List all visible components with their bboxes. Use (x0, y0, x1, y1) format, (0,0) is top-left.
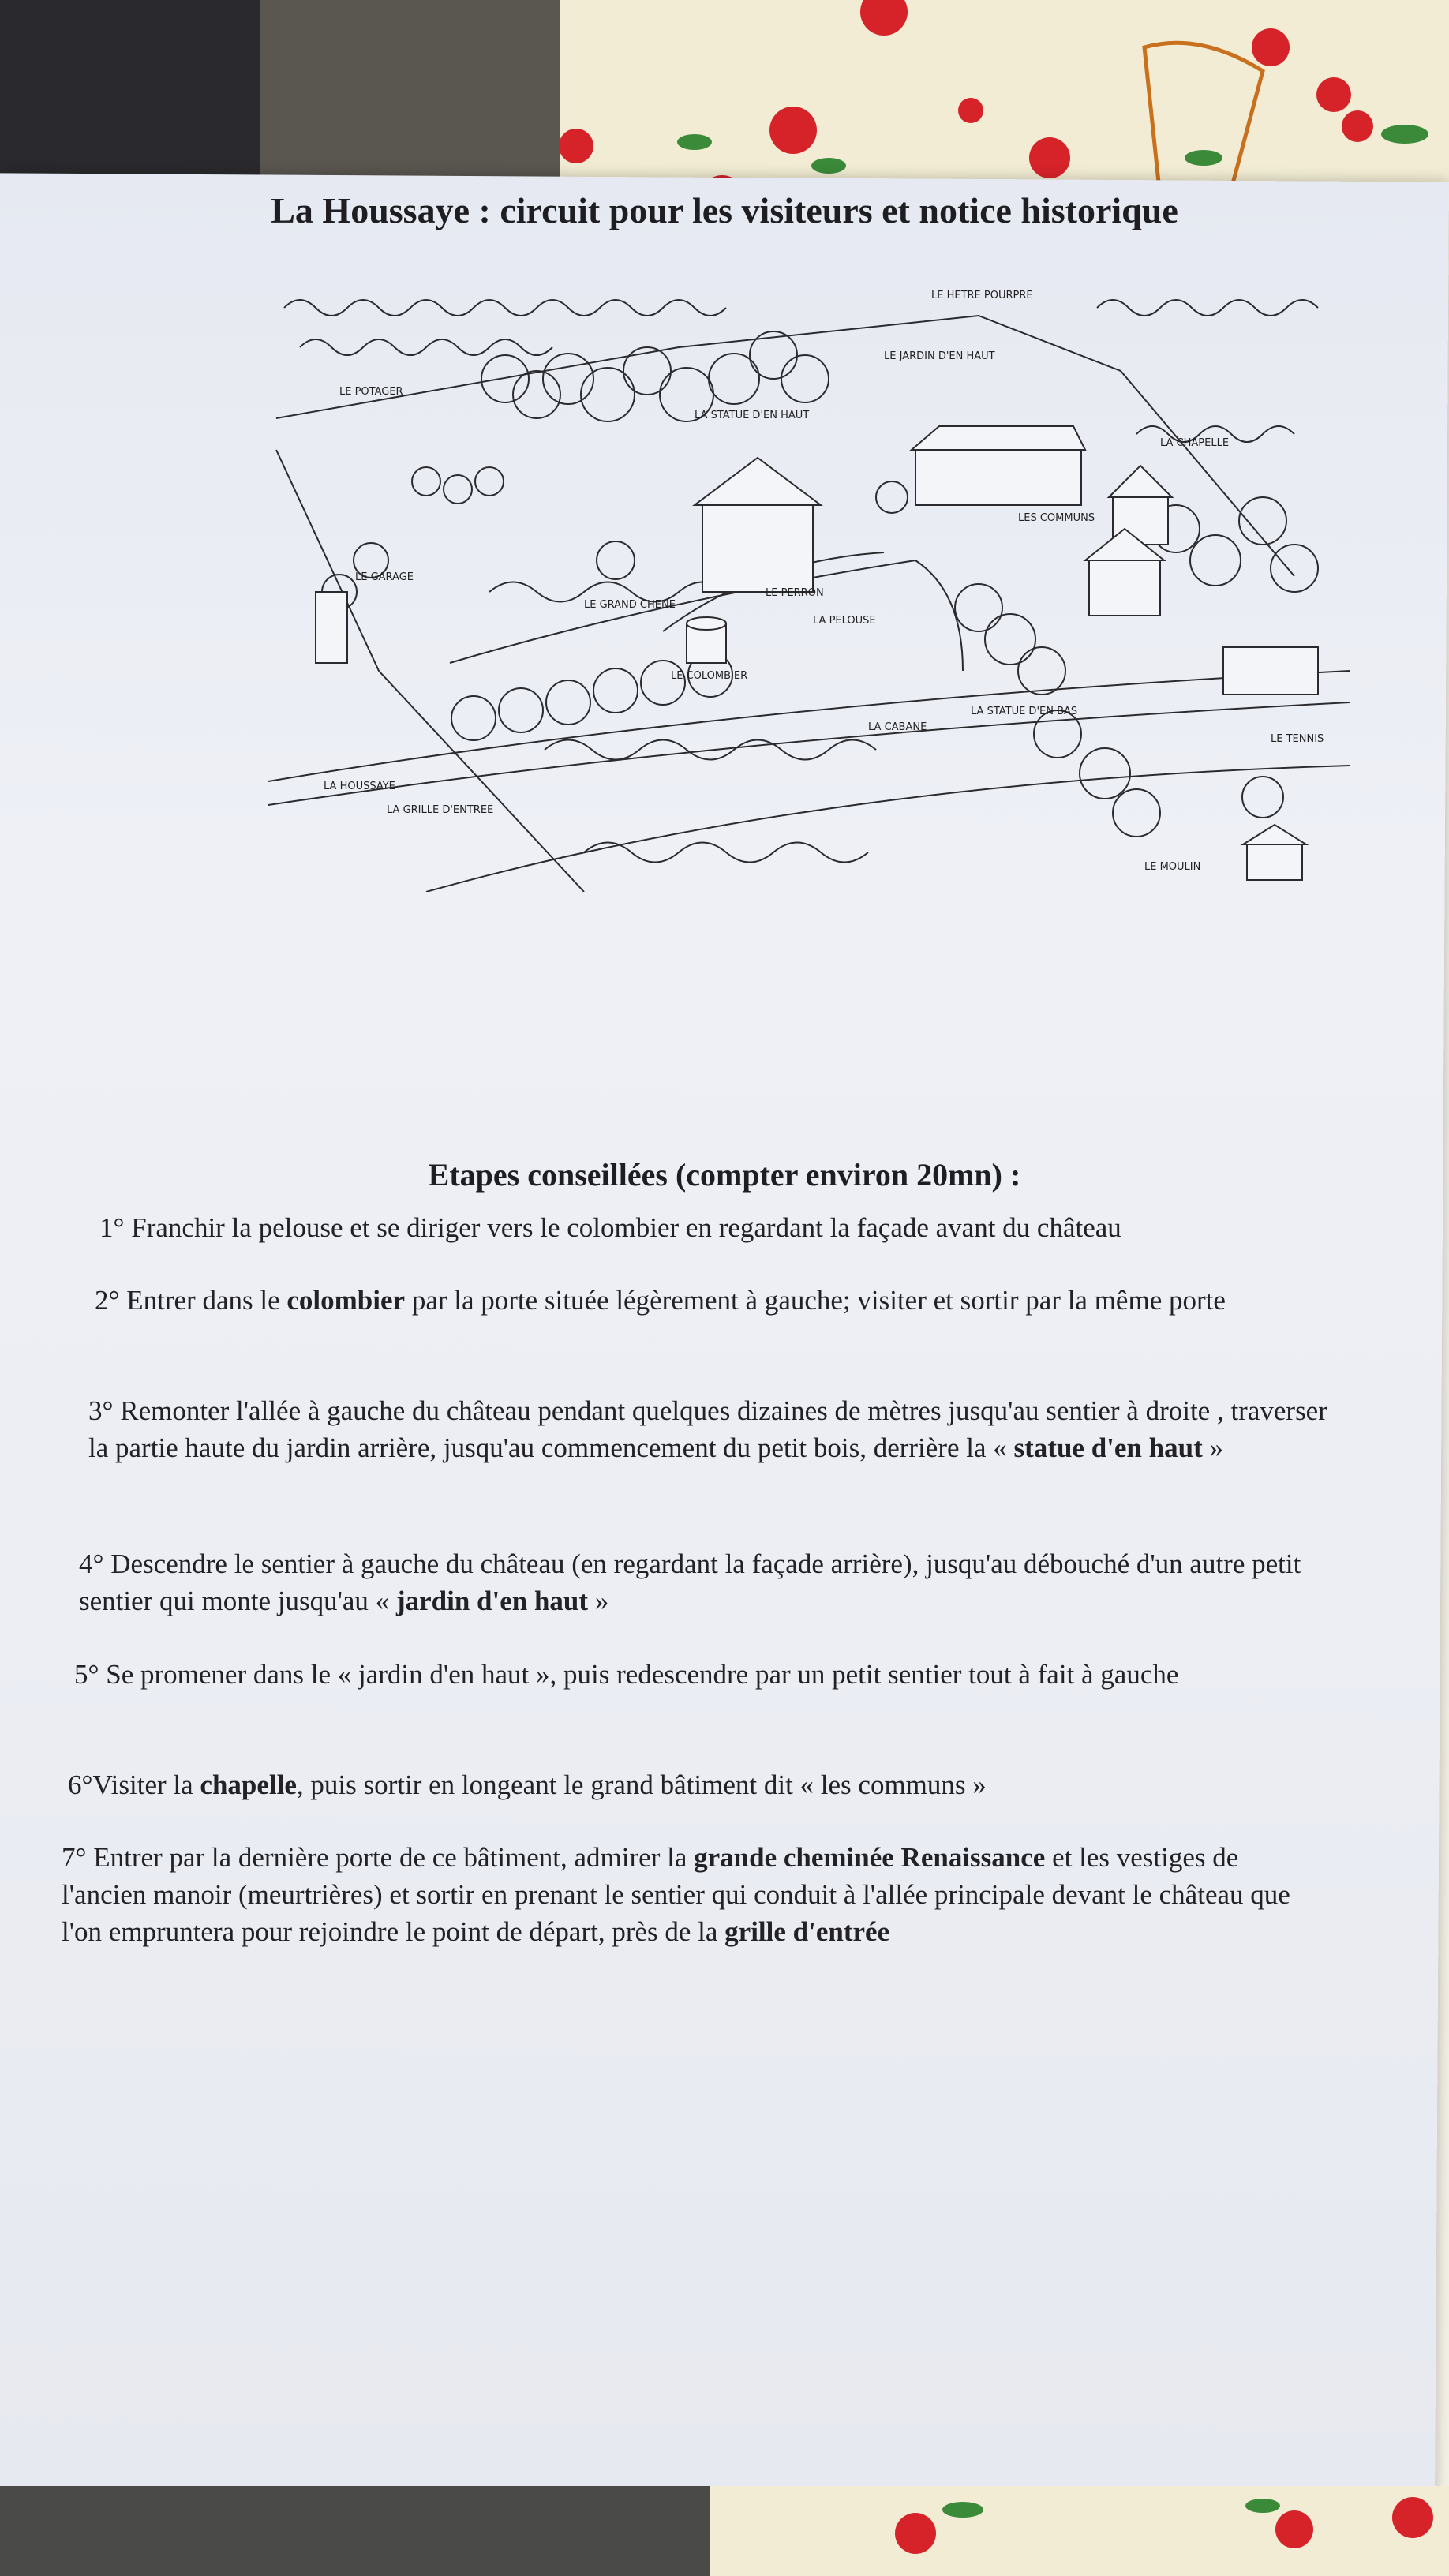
map-label-pelouse: LA PELOUSE (813, 615, 876, 627)
map-label-jardin: LE JARDIN D'EN HAUT (884, 350, 995, 362)
step-text: Se promener dans le « jardin d'en haut », puis redescendre par un petit sentier tout à fait à gauche (99, 1659, 1179, 1690)
map-label-grand-chene: LE GRAND CHENE (584, 599, 676, 611)
step-item (99, 1209, 1362, 1246)
step-bold-text: grille d'entrée (724, 1916, 890, 1947)
step-bold-text: colombier (286, 1285, 406, 1316)
map-label-moulin: LE MOULIN (1144, 861, 1201, 873)
map-label-chapelle: LA CHAPELLE (1160, 437, 1230, 449)
document-title: La Houssaye : circuit pour les visiteurs et notice historique (271, 190, 1178, 230)
step-text: par la porte située légèrement à gauche; visiter et sortir par la même porte (405, 1285, 1226, 1316)
map-label-colombier: LE COLOMBIER (671, 670, 748, 682)
step-item (88, 1392, 1351, 1466)
steps-heading: Etapes conseillées (compter environ 20mn) : (428, 1157, 1021, 1193)
map-label-houssaye: LA HOUSSAYE (324, 781, 395, 792)
step-text: » (1202, 1432, 1223, 1463)
map-label-perron: LE PERRON (766, 587, 824, 599)
step-bold-text: chapelle (200, 1769, 297, 1800)
tablecloth-bottom (0, 2486, 1449, 2576)
map-label-communs: LES COMMUNS (1018, 512, 1095, 524)
step-number: 6° (68, 1769, 93, 1800)
map-label-garage: LE GARAGE (355, 571, 414, 583)
map-label-statue-haut: LA STATUE D'EN HAUT (695, 410, 810, 421)
step-item (79, 1545, 1342, 1619)
step-number: 2° (95, 1285, 120, 1316)
step-bold-text: statue d'en haut (1013, 1432, 1203, 1463)
map-label-statue-bas: LA STATUE D'EN BAS (971, 706, 1078, 717)
step-text: , puis sortir en longeant le grand bâtiment dit « les communs » (296, 1769, 987, 1800)
step-text: Visiter la (92, 1769, 200, 1800)
step-number: 4° (79, 1548, 104, 1579)
estate-map-illustration (268, 260, 1350, 892)
step-item (95, 1282, 1357, 1319)
step-text: Entrer dans le (119, 1285, 287, 1316)
map-label-grille: LA GRILLE D'ENTREE (387, 804, 494, 816)
step-text: Remonter l'allée à gauche du château pendant quelques dizaines de mètres jusqu'au sentier à droite , traverser la partie haute du jardin arrière, jusqu'au commencement du petit bois, derrière la « (88, 1395, 1327, 1463)
step-item (62, 1839, 1324, 1950)
step-text: Descendre le sentier à gauche du château (en regardant la façade arrière), jusqu'au débouché d'un autre petit sentier qui monte jusqu'au « (79, 1548, 1301, 1616)
map-label-hetre: LE HETRE POURPRE (931, 290, 1033, 301)
step-bold-text: grande cheminée Renaissance (694, 1842, 1046, 1873)
step-number: 3° (88, 1395, 114, 1426)
step-number: 5° (74, 1659, 99, 1690)
step-item (68, 1766, 1331, 1803)
map-label-tennis: LE TENNIS (1271, 733, 1324, 745)
map-label-potager: LE POTAGER (339, 386, 403, 398)
step-text: » (588, 1586, 609, 1616)
step-number: 7° (62, 1842, 87, 1873)
map-label-cabane: LA CABANE (868, 721, 927, 733)
step-number: 1° (99, 1212, 125, 1243)
step-text: et les vestiges de l'ancien manoir (meurtrières) et sortir en prenant le sentier qui conduit à l'allée principale devant le château que l'on empruntera pour rejoindre le point de départ, près de la (62, 1842, 1290, 1947)
step-text: Franchir la pelouse et se diriger vers le colombier en regardant la façade avant du château (124, 1212, 1121, 1243)
step-item (74, 1656, 1337, 1693)
step-text: Entrer par la dernière porte de ce bâtiment, admirer la (86, 1842, 695, 1873)
step-bold-text: jardin d'en haut (395, 1586, 589, 1616)
